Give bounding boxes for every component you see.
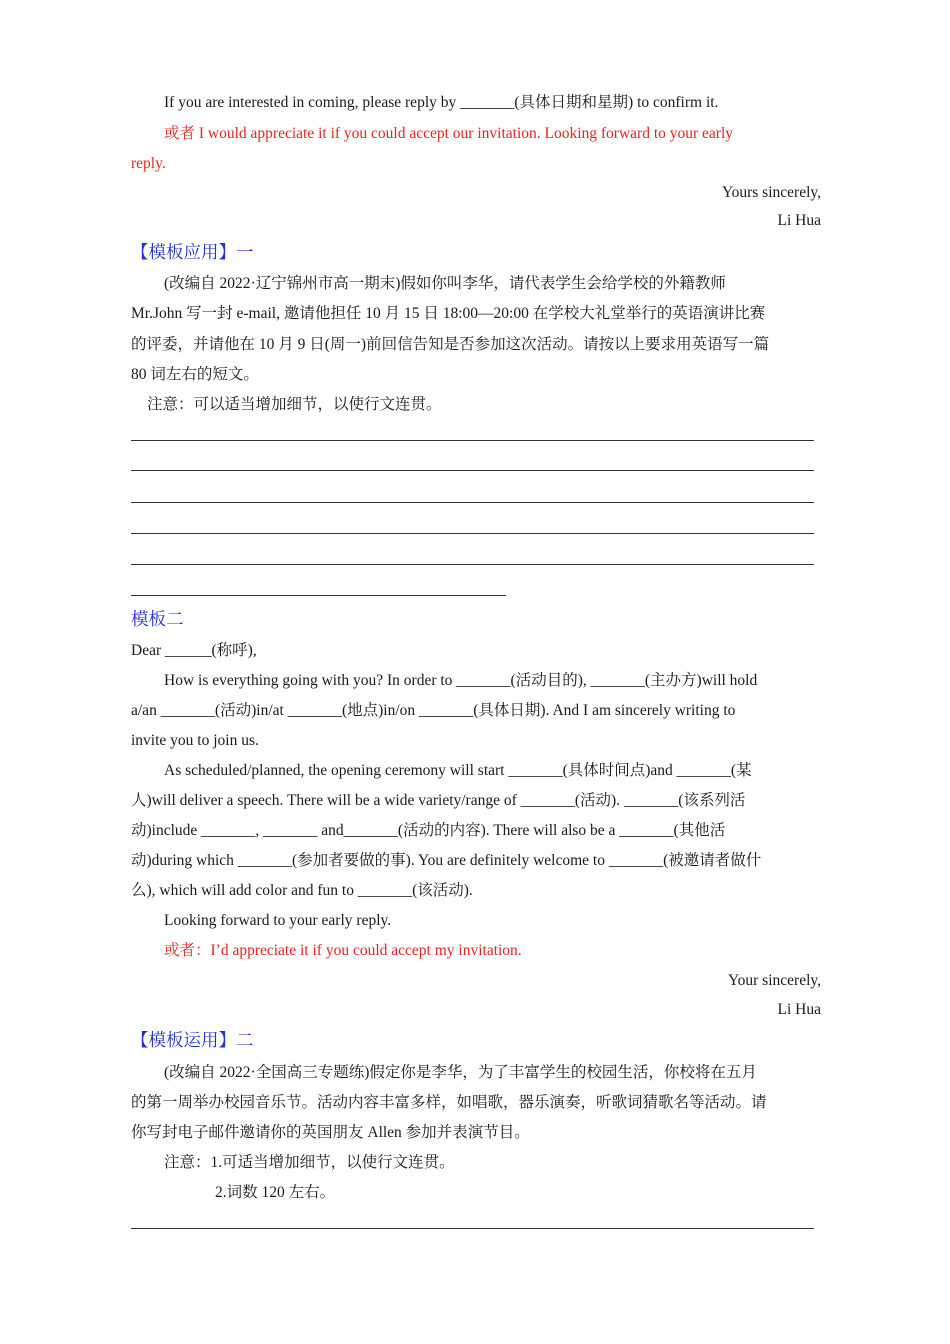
section-heading-application-1: 【模板应用】一 [131, 242, 254, 262]
looking-forward: Looking forward to your early reply. [164, 912, 392, 929]
closing: Yours sincerely, [721, 184, 821, 201]
signature: Li Hua [777, 1001, 821, 1018]
answer-line[interactable] [131, 440, 814, 441]
alternative-line-cont: reply. [131, 155, 166, 172]
section-heading-application-2: 【模板运用】二 [131, 1030, 254, 1050]
greeting: Dear ______(称呼), [131, 642, 257, 659]
alternative-line: 或者：I’d appreciate it if you could accept my invitation. [164, 942, 522, 959]
answer-line[interactable] [131, 564, 814, 565]
closing: Your sincerely, [728, 972, 821, 989]
note: 2.词数 120 左右。 [215, 1184, 336, 1201]
section-heading-template-2: 模板二 [131, 609, 184, 629]
prompt-line: (改编自 2022·辽宁锦州市高一期末)假如你叫李华，请代表学生会给学校的外籍教师 [164, 275, 726, 292]
reply-line: If you are interested in coming, please reply by _______(具体日期和星期) to confirm it. [164, 94, 719, 111]
prompt-line: 的第一周举办校园音乐节。活动内容丰富多样，如唱歌，器乐演奏，听歌词猜歌名等活动。请 [131, 1094, 767, 1111]
prompt-line: Mr.John 写一封 e-mail, 邀请他担任 10 月 15 日 18:00—20:00 在学校大礼堂举行的英语演讲比赛 [131, 305, 766, 322]
body-line: 动)during which _______(参加者要做的事). You are definitely welcome to _______(被邀请者做什 [131, 852, 762, 869]
body-line: a/an _______(活动)in/at _______(地点)in/on _______(具体日期). And I am sincerely writing to [131, 702, 736, 719]
answer-line[interactable] [131, 533, 814, 534]
body-line: How is everything going with you? In order to _______(活动目的), _______(主办方)will hold [164, 672, 758, 689]
answer-line[interactable] [131, 502, 814, 503]
body-line: As scheduled/planned, the opening ceremony will start _______(具体时间点)and _______(某 [164, 762, 752, 779]
prompt-line: 的评委，并请他在 10 月 9 日(周一)前回信告知是否参加这次活动。请按以上要求用英语写一篇 [131, 336, 770, 353]
signature: Li Hua [777, 212, 821, 229]
body-line: invite you to join us. [131, 732, 259, 749]
body-line: 动)include _______, _______ and_______(活动的内容). There will also be a _______(其他活 [131, 822, 726, 839]
body-line: 么), which will add color and fun to _______(该活动). [131, 882, 473, 899]
note: 注意：1.可适当增加细节，以使行文连贯。 [164, 1154, 455, 1171]
answer-line[interactable] [131, 1228, 814, 1229]
body-line: 人)will deliver a speech. There will be a wide variety/range of _______(活动). _______(该系列活 [131, 792, 746, 809]
note: 注意：可以适当增加细节，以使行文连贯。 [147, 396, 442, 413]
prompt-line: 你写封电子邮件邀请你的英国朋友 Allen 参加并表演节目。 [131, 1124, 530, 1141]
prompt-line: 80 词左右的短文。 [131, 366, 259, 383]
alternative-line: 或者 I would appreciate it if you could accept our invitation. Looking forward to your early [164, 125, 734, 142]
answer-line[interactable] [131, 470, 814, 471]
prompt-line: (改编自 2022·全国高三专题练)假定你是李华，为了丰富学生的校园生活，你校将在五月 [164, 1064, 757, 1081]
answer-line[interactable] [131, 595, 506, 596]
